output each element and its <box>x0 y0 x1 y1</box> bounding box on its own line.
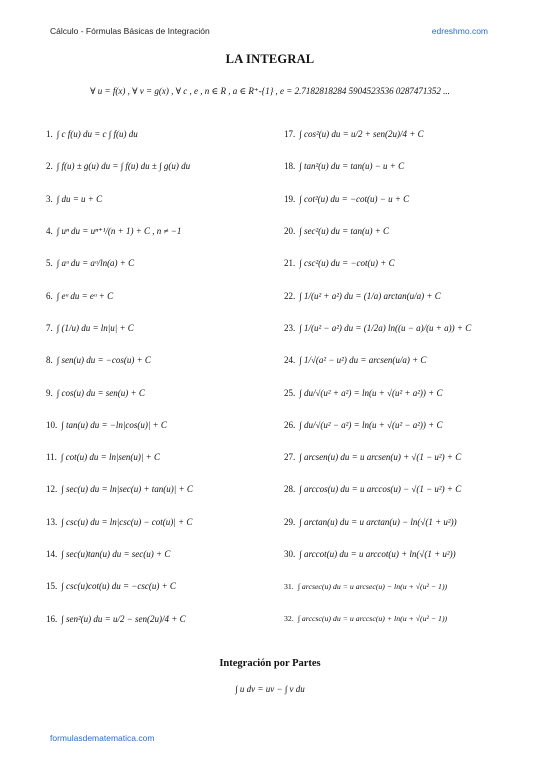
formula-item <box>284 279 524 311</box>
formula-number: 15. <box>46 581 58 592</box>
formula-number: 30. <box>284 549 296 559</box>
formula-number: 5. <box>46 258 53 269</box>
formula-number: 27. <box>284 452 296 463</box>
formula-expression: ∫ du = u + C <box>56 193 103 204</box>
formula-item <box>46 602 286 634</box>
formula-item <box>284 538 524 570</box>
formula-expression: ∫ tan(u) du = −ln|cos(u)| + C <box>61 419 167 430</box>
formula-expression: ∫ arccsc(u) du = u arccsc(u) + ln(u + √(u² − 1)) <box>297 614 448 624</box>
formula-number: 22. <box>284 290 296 301</box>
formula-expression: ∫ 1/(u² + a²) du = (1/a) arctan(u/a) + C <box>299 290 441 301</box>
formula-item <box>284 570 524 602</box>
formula-expression: ∫ sen(u) du = −cos(u) + C <box>56 355 151 366</box>
formula-expression: ∫ (1/u) du = ln|u| + C <box>56 322 134 333</box>
formula-item <box>46 312 286 344</box>
formula-expression: ∫ csc(u)cot(u) du = −csc(u) + C <box>61 581 176 592</box>
formula-number: 19. <box>284 193 296 204</box>
formula-item <box>46 279 286 311</box>
formula-expression: ∫ arccos(u) du = u arccos(u) − √(1 − u²) + C <box>299 484 462 495</box>
formula-item <box>46 441 286 473</box>
formula-item <box>284 344 524 376</box>
formula-number: 3. <box>46 193 53 204</box>
formula-item <box>284 312 524 344</box>
formula-item <box>284 441 524 473</box>
formula-expression: ∫ du/√(u² − a²) = ln(u + √(u² − a²)) + C <box>299 419 443 430</box>
integration-by-parts-formula: ∫ u dv = uv − ∫ v du <box>235 684 305 694</box>
formula-expression: ∫ cot(u) du = ln|sen(u)| + C <box>60 452 160 463</box>
formula-expression: ∫ tan²(u) du = tan(u) − u + C <box>299 161 405 172</box>
formula-number: 9. <box>46 387 53 398</box>
formula-item <box>46 409 286 441</box>
formula-number: 21. <box>284 258 296 269</box>
formula-expression: ∫ uⁿ du = uⁿ⁺¹/(n + 1) + C , n ≠ −1 <box>56 225 182 236</box>
header-subject: Cálculo - Fórmulas Básicas de Integración <box>50 26 210 36</box>
formula-expression: ∫ cot²(u) du = −cot(u) − u + C <box>299 193 410 204</box>
preamble-definitions: ∀ u = f(x) , ∀ v = g(x) , ∀ c , e , n ∈ R , a ∈ R⁺-{1} , e = 2.7182818284 5904523536 0287471352 ... <box>90 86 450 96</box>
formula-item <box>46 150 286 182</box>
formula-number: 16. <box>46 613 58 624</box>
formula-number: 25. <box>284 387 296 398</box>
page-title: LA INTEGRAL <box>225 52 315 66</box>
formula-number: 20. <box>284 226 296 237</box>
formula-item <box>46 247 286 279</box>
formula-expression: ∫ cos²(u) du = u/2 + sen(2u)/4 + C <box>299 129 424 140</box>
section-title: Integración por Partes <box>219 658 321 669</box>
formula-number: 11. <box>46 452 57 463</box>
formula-number: 23. <box>284 322 296 333</box>
formula-item <box>284 247 524 279</box>
formula-expression: ∫ c f(u) du = c ∫ f(u) du <box>56 129 138 140</box>
formula-number: 24. <box>284 355 296 366</box>
formula-expression: ∫ arccot(u) du = u arccot(u) + ln(√(1 + u²)) <box>299 549 456 559</box>
formula-expression: ∫ sec²(u) du = tan(u) + C <box>299 226 390 237</box>
formula-item <box>284 473 524 505</box>
formula-item <box>46 215 286 247</box>
formula-item <box>284 118 524 150</box>
formula-number: 4. <box>46 226 53 237</box>
formula-number: 28. <box>284 484 296 495</box>
formula-number: 7. <box>46 322 53 333</box>
formula-item <box>284 506 524 538</box>
formula-item <box>46 570 286 602</box>
formula-item <box>46 473 286 505</box>
header-site-link[interactable]: edreshmo.com <box>431 26 488 36</box>
formula-item <box>284 376 524 408</box>
formula-expression: ∫ aᵘ du = aᵘ/ln(a) + C <box>56 258 135 269</box>
formula-item <box>46 118 286 150</box>
formula-expression: ∫ 1/(u² − a²) du = (1/2a) ln((u − a)/(u + a)) + C <box>299 322 472 333</box>
formula-item <box>46 538 286 570</box>
formula-number: 26. <box>284 419 296 430</box>
formula-expression: ∫ arctan(u) du = u arctan(u) − ln(√(1 + u²)) <box>299 516 457 527</box>
formula-expression: ∫ csc²(u) du = −cot(u) + C <box>299 258 395 269</box>
formula-number: 32. <box>284 614 294 624</box>
formula-item <box>284 215 524 247</box>
footer-site-link[interactable]: formulasdematematica.com <box>50 733 155 743</box>
formula-number: 1. <box>46 129 53 140</box>
formula-item <box>46 183 286 215</box>
formula-expression: ∫ sen²(u) du = u/2 − sen(2u)/4 + C <box>61 613 186 624</box>
formula-number: 12. <box>46 484 58 495</box>
formula-number: 18. <box>284 161 296 172</box>
formula-number: 14. <box>46 549 58 559</box>
formula-number: 10. <box>46 419 58 430</box>
formula-expression: ∫ f(u) ± g(u) du = ∫ f(u) du ± ∫ g(u) du <box>56 161 191 172</box>
formula-expression: ∫ arcsen(u) du = u arcsen(u) + √(1 − u²) + C <box>299 452 462 463</box>
formula-expression: ∫ arcsec(u) du = u arcsec(u) − ln(u + √(u² − 1)) <box>297 581 448 591</box>
formula-expression: ∫ sec(u) du = ln|sec(u) + tan(u)| + C <box>61 484 193 495</box>
formula-item <box>46 344 286 376</box>
formula-number: 17. <box>284 129 296 140</box>
formula-expression: ∫ 1/√(a² − u²) du = arcsen(u/a) + C <box>299 355 427 366</box>
formula-column-left <box>46 118 286 635</box>
formula-expression: ∫ cos(u) du = sen(u) + C <box>56 387 145 398</box>
formula-column-right <box>284 118 524 635</box>
formula-expression: ∫ sec(u)tan(u) du = sec(u) + C <box>61 549 171 559</box>
formula-item <box>284 183 524 215</box>
formula-number: 31. <box>284 581 294 591</box>
formula-expression: ∫ csc(u) du = ln|csc(u) − cot(u)| + C <box>61 516 193 527</box>
formula-number: 6. <box>46 290 53 301</box>
formula-item <box>284 150 524 182</box>
formula-item <box>284 409 524 441</box>
formula-item <box>46 506 286 538</box>
formula-number: 8. <box>46 355 53 366</box>
formula-expression: ∫ du/√(u² + a²) = ln(u + √(u² + a²)) + C <box>299 387 443 398</box>
formula-number: 29. <box>284 516 296 527</box>
formula-item <box>284 602 524 634</box>
formula-number: 13. <box>46 516 58 527</box>
formula-expression: ∫ eᵘ du = eᵘ + C <box>56 290 114 301</box>
formula-item <box>46 376 286 408</box>
formula-number: 2. <box>46 161 53 172</box>
